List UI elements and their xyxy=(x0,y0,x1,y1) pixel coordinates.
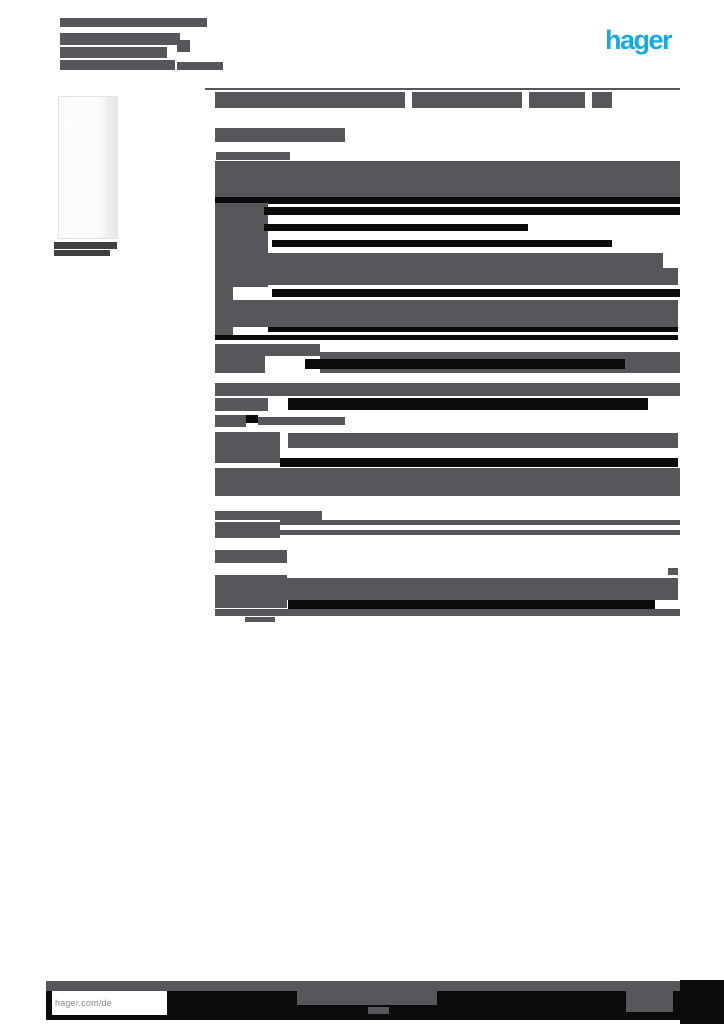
tableA-gray-band-1-ext xyxy=(648,268,678,285)
tableA-left-strip xyxy=(215,287,233,336)
footer-center-pagenum xyxy=(368,1007,389,1014)
title-segment-3 xyxy=(529,92,585,108)
section1-label xyxy=(216,152,290,160)
tableB-mark-line xyxy=(258,417,345,425)
footer-right-text xyxy=(626,991,673,1012)
tableB-label-1b xyxy=(215,398,268,411)
product-caption-line-2 xyxy=(54,250,110,256)
tableB-bullet xyxy=(246,415,258,423)
footer-url-tab xyxy=(52,991,167,1015)
sectionD-label xyxy=(215,550,287,563)
tableA-row-4 xyxy=(272,289,680,297)
tableD-black-row xyxy=(288,600,655,609)
tableB-band-3 xyxy=(215,468,680,496)
tableB-band-1 xyxy=(280,383,680,396)
tableA-row-1 xyxy=(264,207,680,215)
sectionC-header-line-2 xyxy=(215,522,280,538)
sectionC-leader-line-1 xyxy=(280,520,680,525)
hager-logo: hager xyxy=(604,25,671,55)
title-segment-2 xyxy=(412,92,522,108)
header-text-line-2 xyxy=(60,33,180,45)
sectionB-header-line-1 xyxy=(215,344,320,356)
tableD-band-2 xyxy=(215,609,680,616)
footer-bleed-corner xyxy=(680,980,724,1024)
section1-black-row xyxy=(215,197,680,204)
header-text-line-4b xyxy=(177,62,223,70)
footer-url-link[interactable]: hager.com/de xyxy=(55,998,112,1008)
header-text-comma-mark xyxy=(177,40,190,52)
subtitle-bar xyxy=(215,128,345,142)
tableA-row-2 xyxy=(264,224,528,231)
tableA-row-5 xyxy=(268,327,678,332)
sectionC-header-line-1 xyxy=(215,511,322,520)
tableA-gray-band-2 xyxy=(233,300,678,327)
header-text-line-4 xyxy=(60,60,175,70)
sectionC-leader-line-2 xyxy=(280,530,680,535)
tableB-row-3 xyxy=(280,458,678,467)
tableB-band-2 xyxy=(288,433,678,448)
tableD-tail xyxy=(245,617,275,622)
sectionB-black-row xyxy=(305,359,625,369)
header-rule xyxy=(205,88,680,90)
tableB-mark-left xyxy=(215,415,246,427)
product-image xyxy=(58,96,118,239)
product-image-edge-highlight xyxy=(107,97,109,238)
tableB-label-1 xyxy=(215,383,280,396)
sectionD-superscript xyxy=(668,568,678,575)
tableD-left-col xyxy=(215,575,287,608)
header-text-line-3 xyxy=(60,47,167,58)
footer-rule-strip xyxy=(46,981,680,991)
sectionB-header-line-2 xyxy=(215,356,265,373)
tableA-row-6 xyxy=(215,335,678,340)
tableB-label-2 xyxy=(215,432,280,463)
title-segment-4 xyxy=(592,92,612,108)
tableA-left-col xyxy=(215,203,268,287)
title-segment-1 xyxy=(215,92,405,108)
tableD-band-1 xyxy=(287,578,678,600)
header-text-line-1 xyxy=(60,18,207,27)
tableB-row-2 xyxy=(288,398,648,410)
tableA-row-3 xyxy=(272,240,612,247)
footer-center-text xyxy=(297,991,437,1005)
section1-paragraph-band xyxy=(215,161,680,198)
tableA-gray-band-1 xyxy=(268,253,663,285)
product-caption-line-1 xyxy=(54,242,117,249)
